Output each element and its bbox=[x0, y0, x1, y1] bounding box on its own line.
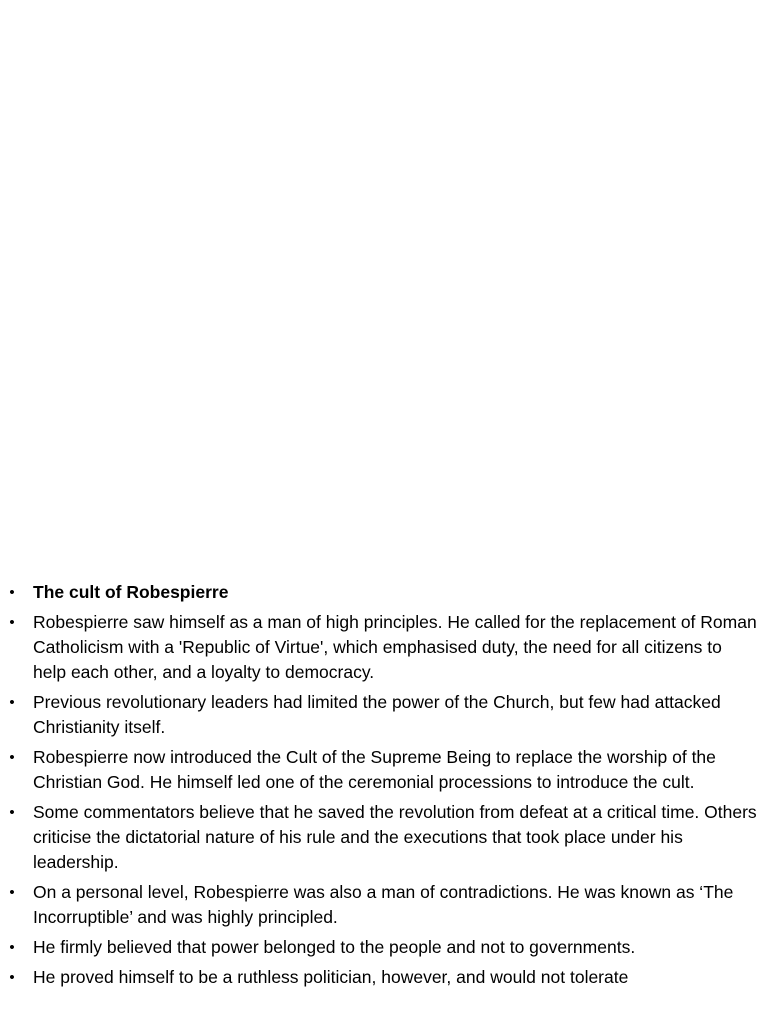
bullet-icon: • bbox=[9, 804, 15, 821]
list-item bbox=[0, 880, 768, 930]
list-item-heading bbox=[0, 580, 768, 605]
paragraph-text: He firmly believed that power belonged to the people and not to governments. bbox=[33, 937, 636, 957]
list-item bbox=[0, 965, 768, 990]
list-item bbox=[0, 690, 768, 740]
paragraph-text: Some commentators believe that he saved the revolution from defeat at a critical time. Others criticise the dictatorial nature of his rule and the executions that took place under his leadership. bbox=[33, 802, 757, 872]
bullet-icon: • bbox=[9, 694, 15, 711]
bullet-icon: • bbox=[9, 614, 15, 631]
paragraph-text: He proved himself to be a ruthless politician, however, and would not tolerate bbox=[33, 967, 629, 987]
list-item bbox=[0, 800, 768, 875]
list-item bbox=[0, 935, 768, 960]
bullet-icon: • bbox=[9, 969, 15, 986]
bullet-list bbox=[0, 580, 768, 995]
bullet-icon: • bbox=[9, 749, 15, 766]
paragraph-text: On a personal level, Robespierre was also a man of contradictions. He was known as ‘The Incorruptible’ and was highly principled. bbox=[33, 882, 734, 927]
bullet-icon: • bbox=[9, 884, 15, 901]
bullet-icon: • bbox=[9, 584, 15, 601]
paragraph-text: Previous revolutionary leaders had limited the power of the Church, but few had attacked Christianity itself. bbox=[33, 692, 721, 737]
list-item bbox=[0, 610, 768, 685]
paragraph-text: Robespierre saw himself as a man of high principles. He called for the replacement of Roman Catholicism with a 'Republic of Virtue', which emphasised duty, the need for all citizens to help each other, and a loyalty to democracy. bbox=[33, 612, 757, 682]
section-heading: The cult of Robespierre bbox=[33, 582, 229, 602]
bullet-icon: • bbox=[9, 939, 15, 956]
list-item bbox=[0, 745, 768, 795]
paragraph-text: Robespierre now introduced the Cult of the Supreme Being to replace the worship of the Christian God. He himself led one of the ceremonial processions to introduce the cult. bbox=[33, 747, 716, 792]
